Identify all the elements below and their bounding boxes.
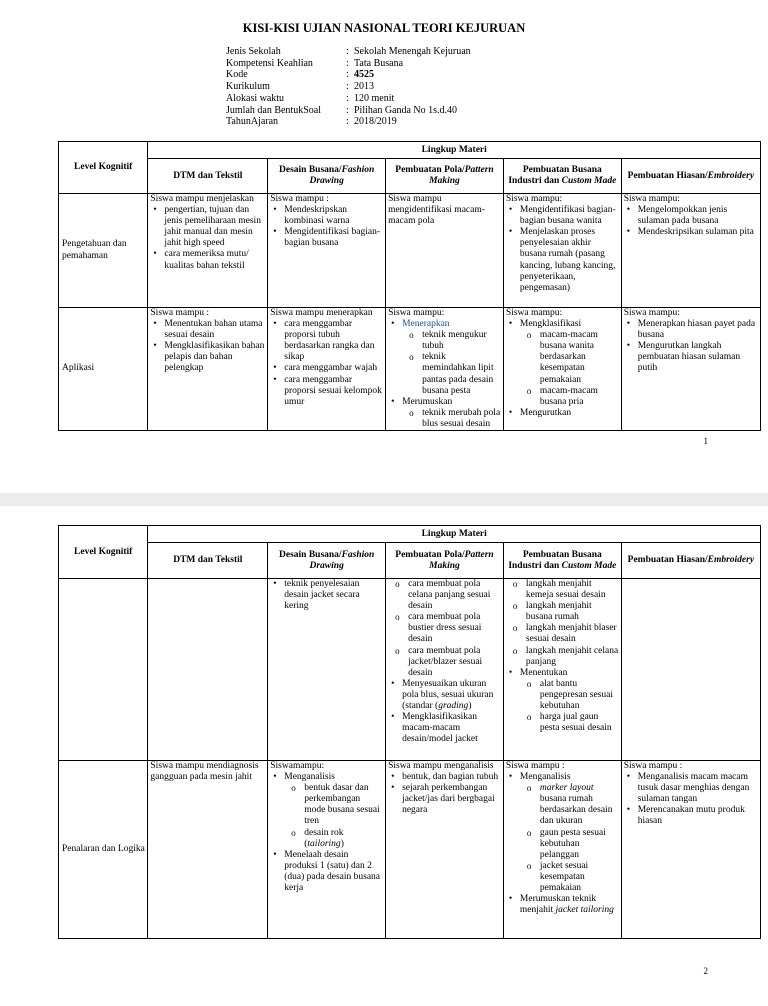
info-label: Kompetensi Keahlian [226, 57, 313, 69]
kisi-kisi-table-1 [58, 141, 761, 431]
row-pengetahuan [59, 194, 761, 308]
cell-desain: Siswa mampu menerapkan • cara menggambar proporsi tubuh berdasarkan rangka dan sikap • cara menggambar wajah • cara menggambar proporsi sesuai kelompok umur [268, 308, 386, 431]
info-colon: : [346, 104, 349, 116]
cell-hiasan: Siswa mampu: • Mengelompokkan jenis sulaman pada busana • Mendeskripsikan sulaman pita [621, 194, 760, 308]
info-colon: : [346, 81, 349, 93]
page-title: KISI-KISI UJIAN NASIONAL TEORI KEJURUAN [242, 21, 526, 35]
header-hiasan: Pembuatan Hiasan/Embroidery [621, 159, 760, 194]
header-desain: Desain Busana/Fashion Drawing [268, 543, 386, 579]
cell-desain: Siswa mampu : • Mendeskripskan kombinasi warna • Mengidentifikasi bagian-bagian busana [268, 194, 386, 308]
cell-pola: Siswa mampu: • Menerapkan o teknik mengukur tubuh o teknik memindahkan lipit pantas pada desain busana pesta • Merumuskan o teknik merubah pola blus sesuai desain [386, 308, 504, 431]
level-cell-empty [59, 579, 148, 761]
info-label: TahunAjaran [226, 116, 279, 128]
header-pola: Pembuatan Pola/Pattern Making [386, 543, 504, 579]
info-row [226, 105, 471, 117]
document-page-2 [0, 506, 768, 1006]
document-page-1 [0, 0, 768, 493]
row-penalaran [59, 761, 761, 939]
info-row [226, 46, 471, 58]
cell-industri: o langkah menjahit kemeja sesuai desain o langkah menjahit busana rumah o langkah menjahit blaser sesuai desain o langkah menjahit celana panjang • Menentukan o alat bantu pengepresan sesuai kebutuhan o harga jual gaun pesta sesuai desain [503, 579, 621, 761]
info-colon: : [346, 116, 349, 128]
info-value: Pilihan Ganda No 1s.d.40 [354, 104, 458, 116]
cell-pola: o cara membuat pola celana panjang sesuai desain o cara membuat pola bustier dress sesuai desain o cara membuat pola jacket/blazer sesuai desain • Menyesuaikan ukuran pola blus, sesuai ukuran (standar (grading) • Mengklasifikasikan macam-macam desain/model jacket [386, 579, 504, 761]
row-lanjutan [59, 579, 761, 761]
info-colon: : [346, 46, 349, 57]
page-number: 2 [703, 966, 708, 976]
cell-desain: Siswamampu: • Menganalisis o bentuk dasar dan perkembangan mode busana sesuai tren o desain rok (tailoring) • Menelaah desain produksi 1 (satu) dan 2 (dua) pada desain busana kerja [268, 761, 386, 939]
info-label: Jumlah dan BentukSoal [226, 104, 321, 116]
info-row [226, 69, 471, 81]
header-dtm: DTM dan Tekstil [148, 543, 268, 579]
cell-pola: Siswa mampu menganalisis • bentuk, dan bagian tubuh • sejarah perkembangan jacket/jas dari bergbagai negara [386, 761, 504, 939]
cell-pola: Siswa mampu mengidentifikasi macam-macam pola [386, 194, 504, 308]
cell-dtm: Siswa mampu mendiagnosis gangguan pada mesin jahit [148, 761, 268, 939]
info-colon: : [346, 92, 349, 104]
cell-dtm: Siswa mampu : • Menentukan bahan utama sesuai desain • Mengklasifikasikan bahan pelapis dan bahan pelengkap [148, 308, 268, 431]
header-hiasan: Pembuatan Hiasan/Embroidery [621, 543, 760, 579]
info-colon: : [346, 69, 349, 81]
header-dtm: DTM dan Tekstil [148, 159, 268, 194]
info-value: Tata Busana [354, 57, 404, 69]
info-row [226, 81, 471, 93]
cell-hiasan: Siswa mampu : • Menganalisis macam macam tusuk dasar menghias dengan sulaman tangan • Merencanakan mutu produk hiasan [621, 761, 760, 939]
cell-hiasan: Siswa mampu: • Menerapkan hiasan payet pada busana • Mengurutkan langkah pembuatan hiasan sulaman putih [621, 308, 760, 431]
info-value: Sekolah Menengah Kejuruan [354, 46, 471, 57]
level-cell: Pengetahuan dan pemahaman [59, 194, 148, 308]
level-cell: Penalaran dan Logika [59, 761, 148, 939]
info-label: Jenis Sekolah [226, 46, 281, 57]
info-block [226, 46, 471, 128]
info-label: Kurikulum [226, 81, 270, 93]
header-lingkup-materi: Lingkup Materi [148, 142, 761, 159]
info-value: 2018/2019 [354, 116, 397, 128]
page-number: 1 [703, 436, 708, 446]
info-row [226, 58, 471, 70]
header-level-kognitif: Level Kognitif [59, 142, 148, 194]
info-label: Kode [226, 69, 248, 81]
info-label: Alokasi waktu [226, 92, 285, 104]
header-level-kognitif: Level Kognitif [59, 526, 148, 579]
cell-industri: Siswa mampu: • Mengidentifikasi bagian-bagian busana wanita • Menjelaskan proses penyelesaian akhir busana rumah (pasang kancing, lubang kancing, penyeterikaan, pengemasan) [503, 194, 621, 308]
cell-dtm: Siswa mampu menjelaskan • pengertian, tujuan dan jenis pemeliharaan mesin jahit manual dan mesin jahit high speed • cara memeriksa mutu/ kualitas bahan tekstil [148, 194, 268, 308]
info-row [226, 93, 471, 105]
header-lingkup-materi: Lingkup Materi [148, 526, 761, 543]
header-desain: Desain Busana/Fashion Drawing [268, 159, 386, 194]
level-cell: Aplikasi [59, 308, 148, 431]
cell-hiasan [621, 579, 760, 761]
cell-dtm [148, 579, 268, 761]
kisi-kisi-table-2 [58, 525, 761, 939]
header-industri: Pembuatan Busana Industri dan Custom Made [503, 159, 621, 194]
info-value: 2013 [354, 81, 374, 93]
cell-desain: • teknik penyelesaian desain jacket secara kering [268, 579, 386, 761]
info-colon: : [346, 57, 349, 69]
info-value: 4525 [354, 69, 374, 81]
cell-industri: Siswa mampu : • Menganalisis o marker layout busana rumah berdasarkan desain dan ukuran o gaun pesta sesuai kebutuhan pelanggan o jacket sesuai kesempatan pemakaian • Merumuskan teknik menjahit jacket tailoring [503, 761, 621, 939]
cell-industri: Siswa mampu: • Mengklasifikasi o macam-macam busana wanita berdasarkan kesempatan pemakaian o macam-macam busana pria • Mengurutkan [503, 308, 621, 431]
header-pola: Pembuatan Pola/Pattern Making [386, 159, 504, 194]
info-value: 120 menit [354, 92, 395, 104]
info-row [226, 116, 471, 128]
header-industri: Pembuatan Busana Industri dan Custom Made [503, 543, 621, 579]
row-aplikasi [59, 308, 761, 431]
